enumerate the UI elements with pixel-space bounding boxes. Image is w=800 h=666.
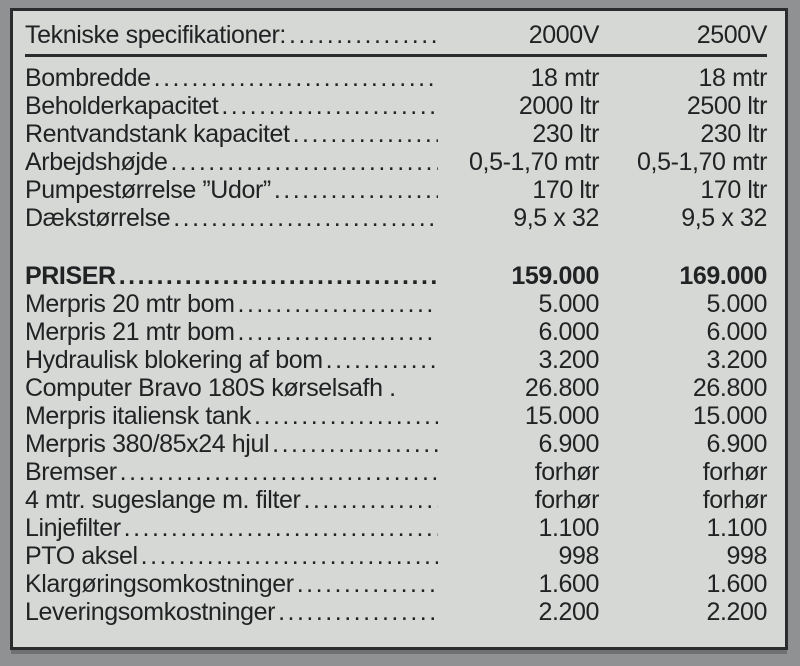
dot-leader xyxy=(173,204,438,232)
table-row xyxy=(25,430,767,458)
dot-leader xyxy=(326,346,438,374)
table-row xyxy=(25,92,767,120)
row-label: Merpris 21 mtr bom xyxy=(25,318,235,346)
value-2000v: 6.000 xyxy=(538,318,599,346)
value-2000v: 2000 ltr xyxy=(518,92,599,120)
spec-price-table xyxy=(10,8,788,650)
value-2500v: 170 ltr xyxy=(700,176,767,204)
dot-leader xyxy=(124,514,438,542)
value-2000v: 1.600 xyxy=(538,570,599,598)
value-2000v: 5.000 xyxy=(538,290,599,318)
row-label: Rentvandstank kapacitet xyxy=(25,120,290,148)
value-2000v: 998 xyxy=(558,542,599,570)
row-label: Merpris italiensk tank xyxy=(25,402,252,430)
dot-leader xyxy=(238,318,438,346)
price-rows-section xyxy=(25,262,767,626)
table-row xyxy=(25,262,767,290)
table-row xyxy=(25,458,767,486)
value-2500v: 2.200 xyxy=(706,598,767,626)
table-row xyxy=(25,64,767,92)
table-row xyxy=(25,204,767,232)
column-header-2000v: 2000V xyxy=(528,21,599,49)
table-row xyxy=(25,598,767,626)
value-2500v: 3.200 xyxy=(706,346,767,374)
row-label: Pumpestørrelse ”Udor” xyxy=(25,176,271,204)
value-2000v: 1.100 xyxy=(538,514,599,542)
table-row xyxy=(25,570,767,598)
value-2000v: 170 ltr xyxy=(532,176,599,204)
dot-leader xyxy=(303,486,438,514)
value-2000v: 2.200 xyxy=(538,598,599,626)
dot-leader xyxy=(293,120,438,148)
row-label: Dækstørrelse xyxy=(25,204,171,232)
table-row xyxy=(25,318,767,346)
dot-leader xyxy=(154,64,438,92)
table-row xyxy=(25,402,767,430)
row-label: Leveringsomkostninger xyxy=(25,598,276,626)
table-row xyxy=(25,542,767,570)
table-row xyxy=(25,120,767,148)
dot-leader xyxy=(289,19,438,51)
table-row xyxy=(25,176,767,204)
value-2000v: 159.000 xyxy=(511,262,599,290)
row-label: Merpris 20 mtr bom xyxy=(25,290,235,318)
dot-leader xyxy=(221,92,438,120)
value-2000v: 230 ltr xyxy=(532,120,599,148)
table-row xyxy=(25,514,767,542)
value-2500v: forhør xyxy=(702,458,767,486)
value-2500v: 998 xyxy=(726,542,767,570)
table-title: Tekniske specifikationer: xyxy=(25,21,286,49)
dot-leader xyxy=(254,402,438,430)
value-2500v: 0,5-1,70 mtr xyxy=(637,148,767,176)
row-label: Linjefilter xyxy=(25,514,121,542)
value-2000v: 6.900 xyxy=(538,430,599,458)
dot-leader xyxy=(120,458,438,486)
table-row xyxy=(25,486,767,514)
row-label: PRISER xyxy=(25,262,116,290)
value-2500v: 6.900 xyxy=(706,430,767,458)
value-2000v: forhør xyxy=(534,486,599,514)
dot-leader xyxy=(297,570,438,598)
value-2500v: 18 mtr xyxy=(698,64,767,92)
dot-leader xyxy=(274,176,438,204)
value-2000v: 0,5-1,70 mtr xyxy=(469,148,599,176)
value-2500v: 6.000 xyxy=(706,318,767,346)
spec-rows-section xyxy=(25,64,767,232)
value-2000v: 18 mtr xyxy=(530,64,599,92)
row-label: Bombredde xyxy=(25,64,151,92)
value-2500v: 9,5 x 32 xyxy=(681,204,767,232)
value-2000v: 9,5 x 32 xyxy=(513,204,599,232)
row-label: Bremser xyxy=(25,458,117,486)
value-2500v: forhør xyxy=(702,486,767,514)
dot-leader xyxy=(141,542,438,570)
column-header-2500v: 2500V xyxy=(696,21,767,49)
row-label: Klargøringsomkostninger xyxy=(25,570,294,598)
value-2000v: 26.800 xyxy=(524,374,599,402)
dot-leader xyxy=(171,148,438,176)
row-label: Hydraulisk blokering af bom xyxy=(25,346,323,374)
value-2000v: 3.200 xyxy=(538,346,599,374)
value-2500v: 1.100 xyxy=(706,514,767,542)
row-label: 4 mtr. sugeslange m. filter xyxy=(25,486,301,514)
value-2000v: forhør xyxy=(534,458,599,486)
dot-leader xyxy=(238,290,438,318)
value-2500v: 2500 ltr xyxy=(686,92,767,120)
table-row xyxy=(25,374,767,402)
dot-leader xyxy=(119,262,438,290)
dot-leader xyxy=(272,430,438,458)
table-row xyxy=(25,290,767,318)
value-2000v: 15.000 xyxy=(524,402,599,430)
value-2500v: 1.600 xyxy=(706,570,767,598)
row-label: Merpris 380/85x24 hjul xyxy=(25,430,270,458)
row-label: Arbejdshøjde xyxy=(25,148,168,176)
row-label: PTO aksel xyxy=(25,542,138,570)
value-2500v: 26.800 xyxy=(692,374,767,402)
table-row xyxy=(25,148,767,176)
section-gap xyxy=(25,232,767,262)
row-label: Computer Bravo 180S kørselsafh . xyxy=(25,374,396,402)
dot-leader xyxy=(278,598,438,626)
value-2500v: 230 ltr xyxy=(700,120,767,148)
value-2500v: 5.000 xyxy=(706,290,767,318)
value-2500v: 15.000 xyxy=(692,402,767,430)
table-row xyxy=(25,346,767,374)
row-label: Beholderkapacitet xyxy=(25,92,219,120)
table-header-row xyxy=(25,19,767,57)
value-2500v: 169.000 xyxy=(679,262,767,290)
